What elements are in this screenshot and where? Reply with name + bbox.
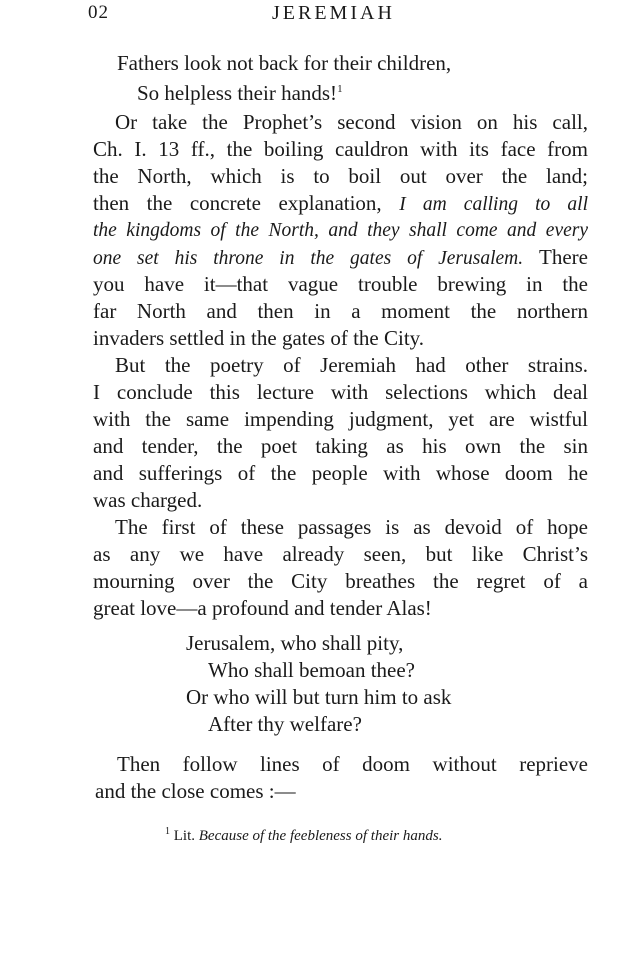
paragraph-line: mourning over the City breathes the regret of a bbox=[93, 569, 588, 593]
italic-quote: I am calling to all bbox=[399, 194, 588, 215]
paragraph-line: as any we have already seen, but like Christ’s bbox=[93, 542, 588, 566]
paragraph-line bbox=[93, 190, 588, 218]
paragraph-line bbox=[93, 244, 588, 272]
roman-text: then the concrete explanation, bbox=[93, 191, 400, 215]
paragraph-line: and tender, the poet taking as his own the sin bbox=[93, 434, 588, 458]
paragraph-line: Ch. I. 13 ff., the boiling cauldron with its face from bbox=[93, 137, 588, 161]
paragraph-line: the North, which is to boil out over the land; bbox=[93, 164, 588, 188]
verse-text: So helpless their hands! bbox=[137, 81, 338, 105]
paragraph-line: and sufferings of the people with whose doom he bbox=[93, 461, 588, 485]
paragraph-line: you have it—that vague trouble brewing in the bbox=[93, 272, 588, 296]
verse-line: Jerusalem, who shall pity, bbox=[186, 631, 404, 655]
verse-line: Who shall bemoan thee? bbox=[208, 658, 416, 682]
paragraph-line: Or take the Prophet’s second vision on his call, bbox=[115, 110, 588, 134]
paragraph-line-italic: the kingdoms of the North, and they shall come and every bbox=[93, 220, 588, 241]
paragraph-line: and the close comes :— bbox=[95, 779, 296, 803]
verse-line: After thy welfare? bbox=[208, 712, 362, 736]
paragraph-line: The first of these passages is as devoid of hope bbox=[115, 515, 588, 539]
footnote-marker: 1 bbox=[337, 83, 343, 95]
footnote-text: Because of the feebleness of their hands. bbox=[198, 828, 443, 844]
verse-line: Fathers look not back for their children, bbox=[117, 51, 452, 75]
page-header bbox=[0, 2, 617, 28]
paragraph-line: was charged. bbox=[93, 488, 203, 512]
verse-line: Or who will but turn him to ask bbox=[186, 685, 452, 709]
paragraph-line: invaders settled in the gates of the City. bbox=[93, 326, 425, 350]
paragraph-line: great love—a profound and tender Alas! bbox=[93, 596, 432, 620]
paragraph-line: with the same impending judgment, yet are wistful bbox=[93, 407, 588, 431]
roman-text: There bbox=[523, 245, 588, 269]
paragraph-line: I conclude this lecture with selections which deal bbox=[93, 380, 588, 404]
running-title: JEREMIAH bbox=[272, 2, 395, 24]
paragraph-line: far North and then in a moment the northern bbox=[93, 299, 588, 323]
italic-quote: one set his throne in the gates of Jerusalem. bbox=[93, 248, 524, 269]
footnote-lead: Lit. bbox=[170, 828, 199, 844]
footnote bbox=[165, 826, 442, 845]
page-number: 02 bbox=[88, 2, 109, 23]
paragraph-line: Then follow lines of doom without reprieve bbox=[117, 752, 588, 776]
footnote-marker: 1 bbox=[165, 826, 170, 837]
paragraph-line: But the poetry of Jeremiah had other strains. bbox=[115, 353, 588, 377]
verse-line bbox=[137, 76, 343, 107]
